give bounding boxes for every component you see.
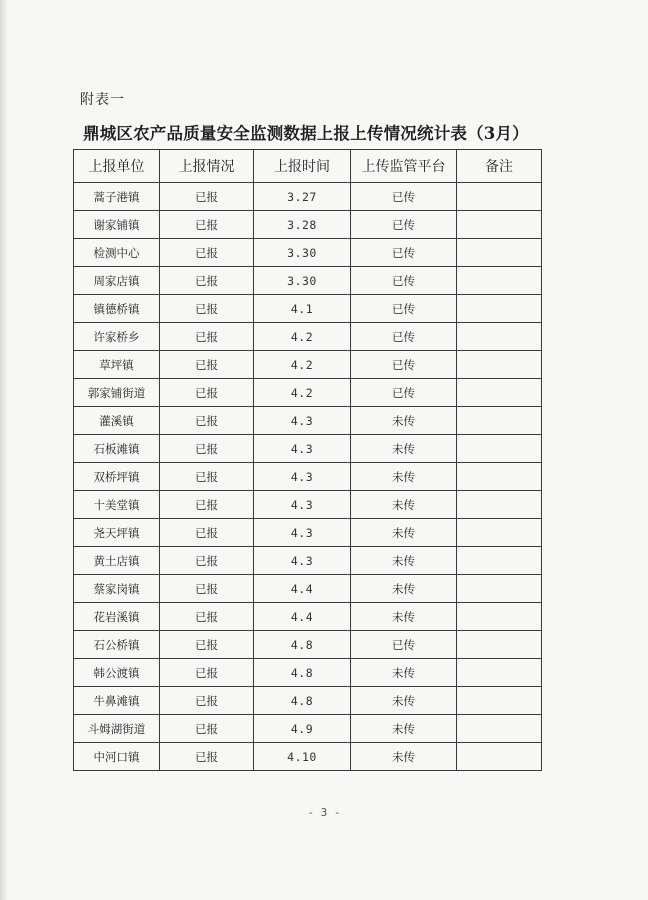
cell-report-date: 4.2 <box>254 323 351 351</box>
cell-upload-status: 已传 <box>351 379 457 407</box>
cell-report-status: 已报 <box>160 687 254 715</box>
cell-report-status: 已报 <box>160 295 254 323</box>
cell-note <box>457 351 542 379</box>
cell-unit: 蔡家岗镇 <box>74 575 160 603</box>
cell-unit: 周家店镇 <box>74 267 160 295</box>
cell-report-status: 已报 <box>160 659 254 687</box>
cell-report-date: 4.4 <box>254 603 351 631</box>
cell-report-status: 已报 <box>160 183 254 211</box>
table-row <box>74 239 542 267</box>
table-row <box>74 519 542 547</box>
page-number: - 3 - <box>307 806 341 819</box>
cell-unit: 蒿子港镇 <box>74 183 160 211</box>
cell-report-status: 已报 <box>160 351 254 379</box>
cell-report-date: 4.9 <box>254 715 351 743</box>
cell-unit: 检测中心 <box>74 239 160 267</box>
cell-unit: 中河口镇 <box>74 743 160 771</box>
cell-upload-status: 未传 <box>351 659 457 687</box>
cell-note <box>457 743 542 771</box>
table-row <box>74 659 542 687</box>
table-header-row <box>74 150 542 183</box>
cell-note <box>457 687 542 715</box>
cell-note <box>457 547 542 575</box>
cell-note <box>457 183 542 211</box>
cell-report-date: 4.4 <box>254 575 351 603</box>
cell-upload-status: 未传 <box>351 463 457 491</box>
cell-report-date: 4.3 <box>254 463 351 491</box>
cell-unit: 许家桥乡 <box>74 323 160 351</box>
cell-unit: 郭家铺街道 <box>74 379 160 407</box>
table-row <box>74 743 542 771</box>
table-row <box>74 295 542 323</box>
cell-report-date: 3.27 <box>254 183 351 211</box>
table-row <box>74 687 542 715</box>
cell-report-status: 已报 <box>160 239 254 267</box>
cell-unit: 镇德桥镇 <box>74 295 160 323</box>
report-statistics-table <box>73 149 542 771</box>
cell-report-status: 已报 <box>160 743 254 771</box>
cell-report-status: 已报 <box>160 715 254 743</box>
cell-note <box>457 239 542 267</box>
cell-upload-status: 未传 <box>351 407 457 435</box>
cell-report-status: 已报 <box>160 267 254 295</box>
cell-upload-status: 已传 <box>351 295 457 323</box>
cell-report-date: 4.1 <box>254 295 351 323</box>
cell-upload-status: 已传 <box>351 323 457 351</box>
column-header-note: 备注 <box>457 150 542 183</box>
cell-unit: 石板滩镇 <box>74 435 160 463</box>
cell-report-status: 已报 <box>160 547 254 575</box>
cell-note <box>457 323 542 351</box>
cell-note <box>457 491 542 519</box>
cell-unit: 双桥坪镇 <box>74 463 160 491</box>
table-row <box>74 379 542 407</box>
table-row <box>74 183 542 211</box>
cell-unit: 谢家铺镇 <box>74 211 160 239</box>
cell-upload-status: 未传 <box>351 547 457 575</box>
cell-report-status: 已报 <box>160 407 254 435</box>
cell-unit: 花岩溪镇 <box>74 603 160 631</box>
cell-note <box>457 603 542 631</box>
cell-note <box>457 659 542 687</box>
cell-report-date: 4.3 <box>254 435 351 463</box>
cell-note <box>457 575 542 603</box>
table-row <box>74 603 542 631</box>
cell-upload-status: 已传 <box>351 631 457 659</box>
column-header-date: 上报时间 <box>254 150 351 183</box>
table-row <box>74 631 542 659</box>
cell-note <box>457 435 542 463</box>
cell-note <box>457 407 542 435</box>
scan-edge-shadow <box>0 0 8 900</box>
table-row <box>74 715 542 743</box>
cell-report-status: 已报 <box>160 379 254 407</box>
cell-unit: 韩公渡镇 <box>74 659 160 687</box>
cell-report-status: 已报 <box>160 631 254 659</box>
cell-upload-status: 未传 <box>351 519 457 547</box>
table-row <box>74 435 542 463</box>
cell-report-date: 3.30 <box>254 239 351 267</box>
table-row <box>74 323 542 351</box>
cell-upload-status: 已传 <box>351 351 457 379</box>
cell-unit: 十美堂镇 <box>74 491 160 519</box>
column-header-status: 上报情况 <box>160 150 254 183</box>
cell-report-date: 4.8 <box>254 659 351 687</box>
cell-report-status: 已报 <box>160 603 254 631</box>
cell-report-date: 4.3 <box>254 491 351 519</box>
cell-note <box>457 715 542 743</box>
cell-upload-status: 未传 <box>351 603 457 631</box>
table-row <box>74 211 542 239</box>
cell-unit: 斗姆湖街道 <box>74 715 160 743</box>
document-title: 鼎城区农产品质量安全监测数据上报上传情况统计表（3月） <box>83 124 529 143</box>
cell-report-date: 4.2 <box>254 351 351 379</box>
cell-note <box>457 295 542 323</box>
cell-upload-status: 已传 <box>351 267 457 295</box>
cell-report-date: 4.8 <box>254 687 351 715</box>
column-header-unit: 上报单位 <box>74 150 160 183</box>
cell-upload-status: 未传 <box>351 491 457 519</box>
table-row <box>74 351 542 379</box>
cell-report-date: 4.8 <box>254 631 351 659</box>
cell-unit: 尧天坪镇 <box>74 519 160 547</box>
cell-note <box>457 463 542 491</box>
table-row <box>74 547 542 575</box>
cell-report-status: 已报 <box>160 519 254 547</box>
cell-upload-status: 已传 <box>351 239 457 267</box>
cell-report-date: 4.2 <box>254 379 351 407</box>
cell-note <box>457 631 542 659</box>
cell-upload-status: 未传 <box>351 687 457 715</box>
cell-unit: 牛鼻滩镇 <box>74 687 160 715</box>
cell-report-status: 已报 <box>160 435 254 463</box>
cell-upload-status: 未传 <box>351 435 457 463</box>
cell-report-date: 4.10 <box>254 743 351 771</box>
cell-note <box>457 211 542 239</box>
cell-report-date: 4.3 <box>254 519 351 547</box>
cell-report-status: 已报 <box>160 491 254 519</box>
cell-upload-status: 未传 <box>351 743 457 771</box>
cell-note <box>457 379 542 407</box>
table-row <box>74 491 542 519</box>
table-row <box>74 463 542 491</box>
cell-unit: 石公桥镇 <box>74 631 160 659</box>
table-row <box>74 575 542 603</box>
cell-report-status: 已报 <box>160 323 254 351</box>
table-body <box>74 183 542 771</box>
cell-report-status: 已报 <box>160 463 254 491</box>
cell-report-date: 4.3 <box>254 407 351 435</box>
cell-report-date: 3.28 <box>254 211 351 239</box>
table-row <box>74 407 542 435</box>
annex-label: 附表一 <box>80 92 125 108</box>
cell-upload-status: 未传 <box>351 575 457 603</box>
cell-upload-status: 未传 <box>351 715 457 743</box>
cell-upload-status: 已传 <box>351 211 457 239</box>
cell-report-status: 已报 <box>160 575 254 603</box>
cell-unit: 黄土店镇 <box>74 547 160 575</box>
cell-unit: 灌溪镇 <box>74 407 160 435</box>
table-row <box>74 267 542 295</box>
cell-note <box>457 519 542 547</box>
cell-report-date: 4.3 <box>254 547 351 575</box>
cell-report-status: 已报 <box>160 211 254 239</box>
cell-upload-status: 已传 <box>351 183 457 211</box>
cell-unit: 草坪镇 <box>74 351 160 379</box>
cell-note <box>457 267 542 295</box>
cell-report-date: 3.30 <box>254 267 351 295</box>
column-header-upload: 上传监管平台 <box>351 150 457 183</box>
